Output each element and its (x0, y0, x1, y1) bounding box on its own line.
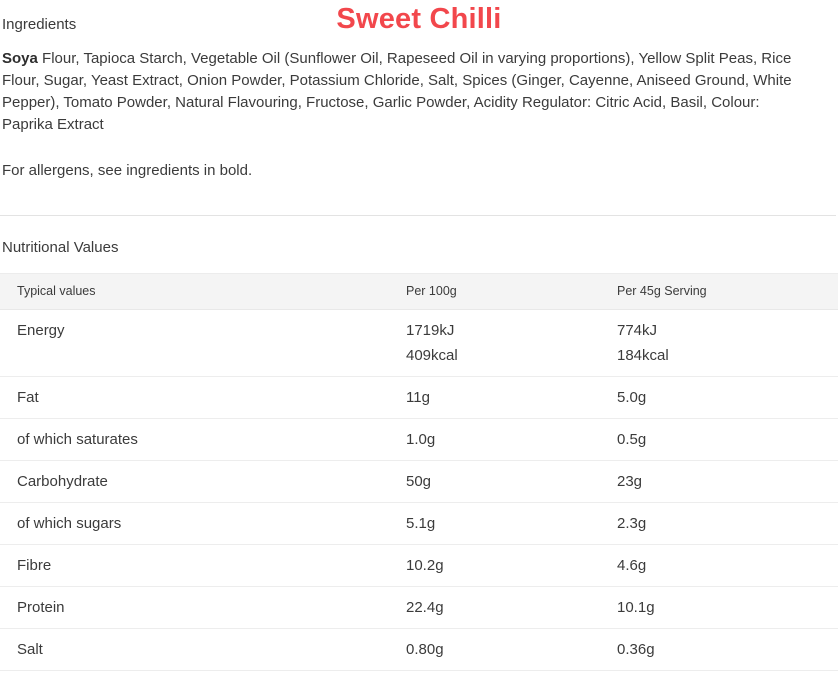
column-header-per-100g: Per 100g (389, 274, 600, 310)
table-header-row (0, 274, 838, 310)
page-title: Sweet Chilli (336, 3, 502, 35)
row-per-serving: 23g (600, 461, 838, 503)
table-row (0, 587, 838, 629)
row-per-100g: 1719kJ (406, 322, 455, 339)
column-header-per-serving: Per 45g Serving (600, 274, 838, 310)
row-label: Protein (0, 587, 389, 629)
row-per-100g: 0.80g (389, 629, 600, 671)
table-row (0, 503, 838, 545)
row-per-serving: 774kJ (617, 322, 658, 339)
row-label: Carbohydrate (0, 461, 389, 503)
row-per-100g: 409kcal (389, 343, 600, 377)
section-divider (0, 215, 836, 216)
row-per-100g: 11g (389, 377, 600, 419)
row-per-100g: 10.2g (389, 545, 600, 587)
row-per-100g: 5.1g (389, 503, 600, 545)
row-per-100g: 50g (389, 461, 600, 503)
row-label: of which saturates (0, 419, 389, 461)
ingredients-remainder: Flour, Tapioca Starch, Vegetable Oil (Sunflower Oil, Rapeseed Oil in varying proportions), Yellow Split Peas, Rice Flour, Sugar, Yeast Extract, Onion Powder, Potassium Chloride, Salt, Spices (Ginger, Cayenne, Aniseed Ground, White Pepper), Tomato Powder, Natural Flavouring, Fructose, Garlic Powder, Acidity Regulator: Citric Acid, Basil, Colour: Paprika Extract (2, 50, 792, 133)
allergen-note: For allergens, see ingredients in bold. (2, 162, 253, 179)
row-per-100g: 1.0g (389, 419, 600, 461)
row-per-serving: 10.1g (600, 587, 838, 629)
ingredients-text (2, 48, 814, 136)
ingredients-heading: Ingredients (2, 16, 77, 33)
table-row (0, 629, 838, 671)
row-per-serving: 0.36g (600, 629, 838, 671)
row-per-serving: 5.0g (600, 377, 838, 419)
nutrition-table-head (0, 274, 838, 310)
table-row (0, 461, 838, 503)
table-row (0, 419, 838, 461)
row-per-serving: 0.5g (600, 419, 838, 461)
row-label: Energy (17, 322, 65, 339)
row-label: Fibre (0, 545, 389, 587)
row-per-100g: 22.4g (389, 587, 600, 629)
nutrition-table (0, 273, 838, 671)
row-label: of which sugars (0, 503, 389, 545)
row-per-serving: 184kcal (600, 343, 838, 377)
table-row (0, 343, 838, 377)
nutrition-heading: Nutritional Values (2, 239, 119, 256)
table-row (0, 377, 838, 419)
row-per-serving: 4.6g (600, 545, 838, 587)
row-label: Fat (0, 377, 389, 419)
allergen-highlight: Soya (2, 50, 38, 67)
table-row (0, 310, 838, 344)
header (0, 0, 838, 42)
column-header-typical-values: Typical values (0, 274, 389, 310)
row-label: Salt (0, 629, 389, 671)
row-per-serving: 2.3g (600, 503, 838, 545)
table-row (0, 545, 838, 587)
row-label (0, 343, 389, 377)
nutrition-table-body (0, 310, 838, 671)
